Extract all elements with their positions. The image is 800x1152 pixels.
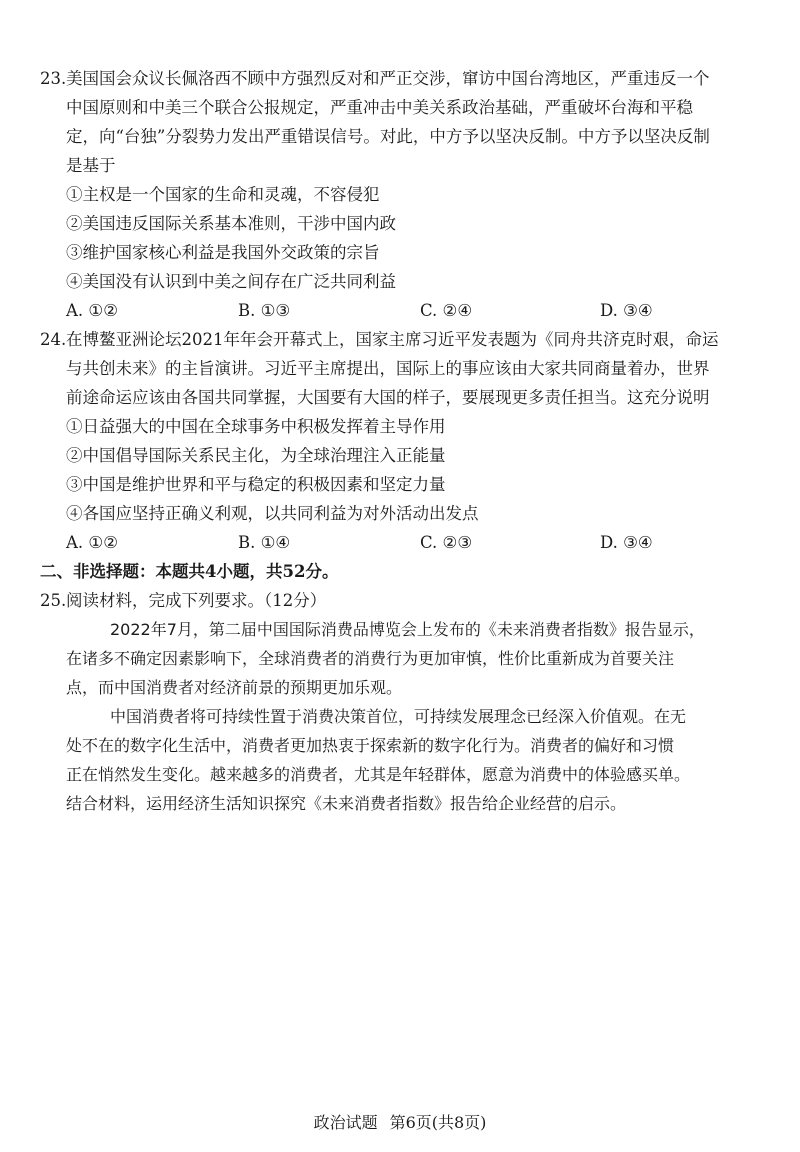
question-23-number: 23. bbox=[40, 69, 67, 88]
section-2-title: 二、非选择题：本题共4小题，共52分。 bbox=[40, 562, 339, 581]
page-footer bbox=[0, 1110, 800, 1133]
question-23-option-a[interactable]: A. ①② bbox=[66, 301, 118, 320]
question-24-item-3: ③中国是维护世界和平与稳定的积极因素和坚定力量 bbox=[66, 475, 446, 494]
question-24-options bbox=[40, 528, 770, 557]
question-24 bbox=[40, 325, 770, 557]
question-25-prompt: 25.阅读材料，完成下列要求。（12分） bbox=[40, 586, 770, 615]
question-23-item-4: ④美国没有认识到中美之间存在广泛共同利益 bbox=[66, 272, 396, 291]
question-23-item-3: ③维护国家核心利益是我国外交政策的宗旨 bbox=[66, 243, 380, 262]
question-23-stem-line-4: 是基于 bbox=[66, 156, 116, 175]
question-24-option-d[interactable]: D. ③④ bbox=[600, 533, 653, 552]
question-24-option-c[interactable]: C. ②③ bbox=[420, 533, 473, 552]
question-23-options bbox=[40, 296, 770, 325]
material-paragraph-1-line-2: 在诸多不确定因素影响下，全球消费者的消费行为更加审慎，性价比重新成为首要关注 bbox=[66, 649, 675, 668]
question-24-item-4: ④各国应坚持正确义利观，以共同利益为对外活动出发点 bbox=[66, 504, 479, 523]
question-23-stem-line-1: 23.美国国会众议长佩洛西不顾中方强烈反对和严正交涉，窜访中国台湾地区，严重违反一个 bbox=[40, 64, 770, 93]
question-24-option-a[interactable]: A. ①② bbox=[66, 533, 118, 552]
footer-page-number: 第6页(共8页) bbox=[389, 1113, 487, 1132]
question-24-number: 24. bbox=[40, 330, 67, 349]
question-24-item-1: ①日益强大的中国在全球事务中积极发挥着主导作用 bbox=[66, 417, 446, 436]
question-23-stem-line-3: 定，向“台独”分裂势力发出严重错误信号。对此，中方予以坚决反制。中方予以坚决反制 bbox=[66, 127, 710, 146]
material-paragraph-1-line-1: 2022年7月，第二届中国国际消费品博览会上发布的《未来消费者指数》报告显示， bbox=[110, 620, 705, 639]
material-paragraph-1-line-3: 点，而中国消费者对经济前景的预期更加乐观。 bbox=[66, 678, 403, 697]
material-paragraph-2-line-1: 中国消费者将可持续性置于消费决策首位，可持续发展理念已经深入价值观。在无 bbox=[110, 707, 687, 726]
question-23-stem-line-2: 中国原则和中美三个联合公报规定，严重冲击中美关系政治基础，严重破坏台海和平稳 bbox=[66, 98, 693, 117]
question-24-stem-line-2: 与共创未来》的主旨演讲。习近平主席提出，国际上的事应该由大家共同商量着办，世界 bbox=[66, 359, 710, 378]
question-24-item-2: ②中国倡导国际关系民主化，为全球治理注入正能量 bbox=[66, 446, 446, 465]
question-23-option-d[interactable]: D. ③④ bbox=[600, 301, 653, 320]
exam-content bbox=[40, 64, 770, 818]
material-paragraph-2-line-2: 处不在的数字化生活中，消费者更加热衷于探索新的数字化行为。消费者的偏好和习惯 bbox=[66, 736, 675, 755]
question-23-option-c[interactable]: C. ②④ bbox=[420, 301, 473, 320]
question-25 bbox=[40, 586, 770, 818]
question-23-item-2: ②美国违反国际关系基本准则，干涉中国内政 bbox=[66, 214, 396, 233]
question-25-task: 结合材料，运用经济生活知识探究《未来消费者指数》报告给企业经营的启示。 bbox=[66, 794, 627, 813]
question-23 bbox=[40, 64, 770, 325]
question-23-item-1: ①主权是一个国家的生命和灵魂，不容侵犯 bbox=[66, 185, 380, 204]
question-24-option-b[interactable]: B. ①④ bbox=[238, 533, 291, 552]
footer-subject: 政治试题 bbox=[313, 1113, 378, 1132]
question-23-option-b[interactable]: B. ①③ bbox=[238, 301, 291, 320]
question-24-stem-line-1: 24.在博鳌亚洲论坛2021年年会开幕式上，国家主席习近平发表题为《同舟共济克时艰，命运 bbox=[40, 325, 770, 354]
question-24-stem-line-3: 前途命运应该由各国共同掌握，大国要有大国的样子，要展现更多责任担当。这充分说明 bbox=[66, 388, 710, 407]
question-25-material bbox=[40, 615, 770, 818]
question-25-number: 25. bbox=[40, 591, 67, 610]
material-paragraph-2-line-3: 正在悄然发生变化。越来越多的消费者，尤其是年轻群体，愿意为消费中的体验感买单。 bbox=[66, 765, 691, 784]
